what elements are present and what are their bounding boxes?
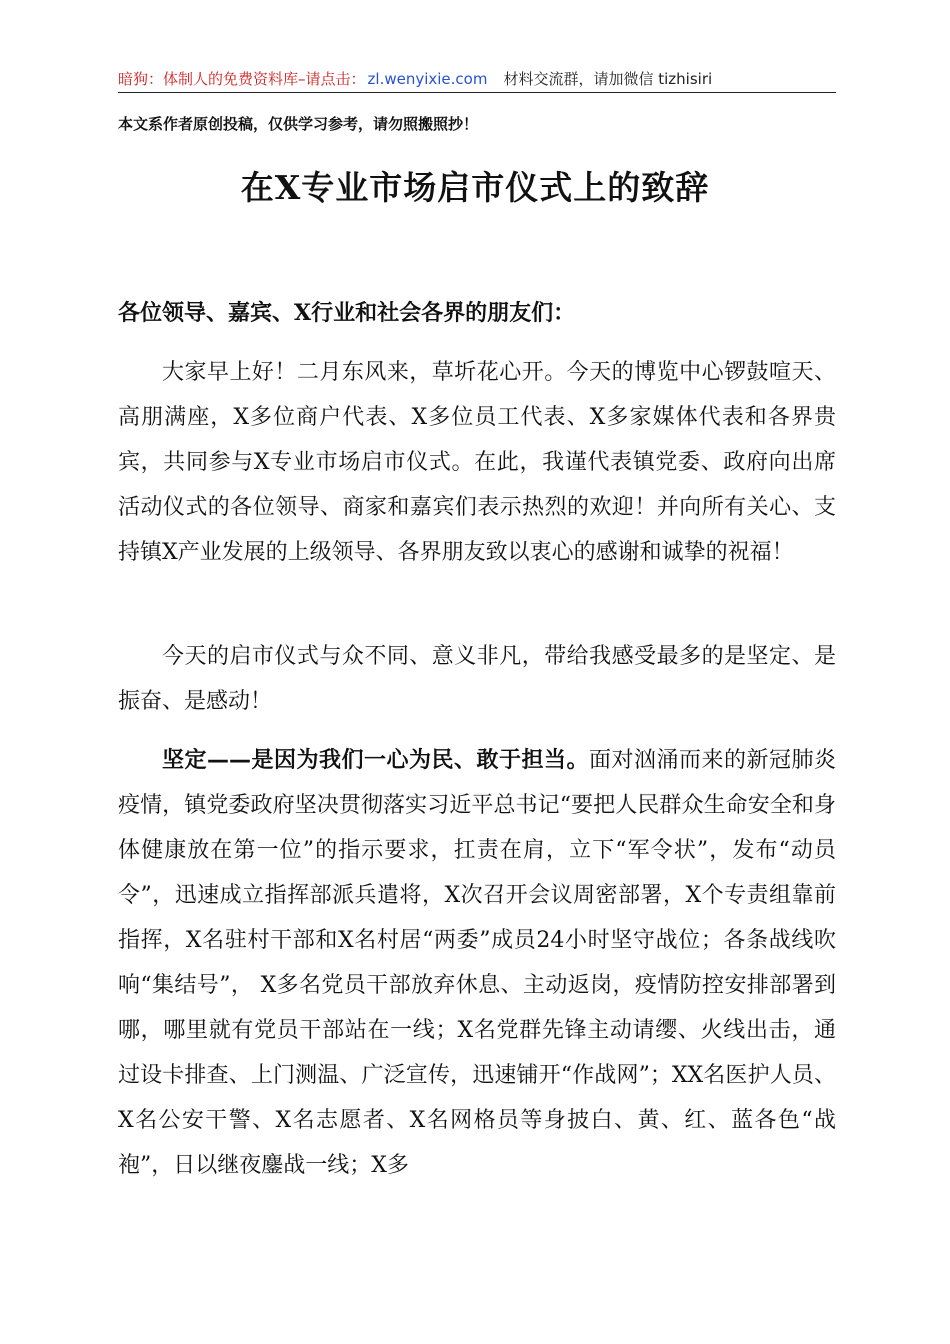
header-group-info: 材料交流群，请加微信 tizhisiri xyxy=(503,70,713,88)
paragraph-3-body: 面对汹涌而来的新冠肺炎疫情，镇党委政府坚决贯彻落实习近平总书记“要把人民群众生命安全和身体健康放在第一位”的指示要求，扛责在肩，立下“军令状”，发布“动员令”，迅速成立指挥部派兵遣将，X次召开会议周密部署，X个专责组靠前指挥，X名驻村干部和X名村居“两委”成员24小时坚守战位；各条战线吹响“集结号”， X多名党员干部放弃休息、主动返岗，疫情防控安排部署到哪，哪里就有党员干部站在一线；X名党群先锋主动请缨、火线出击，通过设卡排查、上门测温、广泛宣传，迅速铺开“作战网”；XX名医护人员、X名公安干警、X名志愿者、X名网格员等身披白、黄、红、蓝各色“战袍”，日以继夜鏖战一线；X多 xyxy=(118,748,836,1178)
header-url-link[interactable]: zl.wenyixie.com xyxy=(367,70,488,88)
greeting: 各位领导、嘉宾、X行业和社会各界的朋友们： xyxy=(118,300,576,326)
header-prompt: –请点击： xyxy=(298,70,366,88)
document-title: 在X专业市场启市仪式上的致辞 xyxy=(240,168,710,207)
paragraph-3-lead: 坚定——是因为我们一心为民、敢于担当。 xyxy=(162,748,589,773)
page-header xyxy=(118,66,836,93)
header-brand[interactable]: 暗狗：体制人的免费资料库 xyxy=(118,70,299,88)
paragraph-3 xyxy=(118,738,836,1188)
paragraph-1: 大家早上好！二月东风来，草圻花心开。今天的博览中心锣鼓喧天、高朋满座，X多位商户代表、X多位员工代表、X多家媒体代表和各界贵宾，共同参与X专业市场启市仪式。在此，我谨代表镇党委、政府向出席活动仪式的各位领导、商家和嘉宾们表示热烈的欢迎！并向所有关心、支持镇X产业发展的上级领导、各界朋友致以衷心的感谢和诚挚的祝福！ xyxy=(118,360,836,565)
copyright-notice: 本文系作者原创投稿，仅供学习参考，请勿照搬照抄！ xyxy=(118,115,479,133)
paragraph-2: 今天的启市仪式与众不同、意义非凡，带给我感受最多的是坚定、是振奋、是感动！ xyxy=(118,644,836,714)
